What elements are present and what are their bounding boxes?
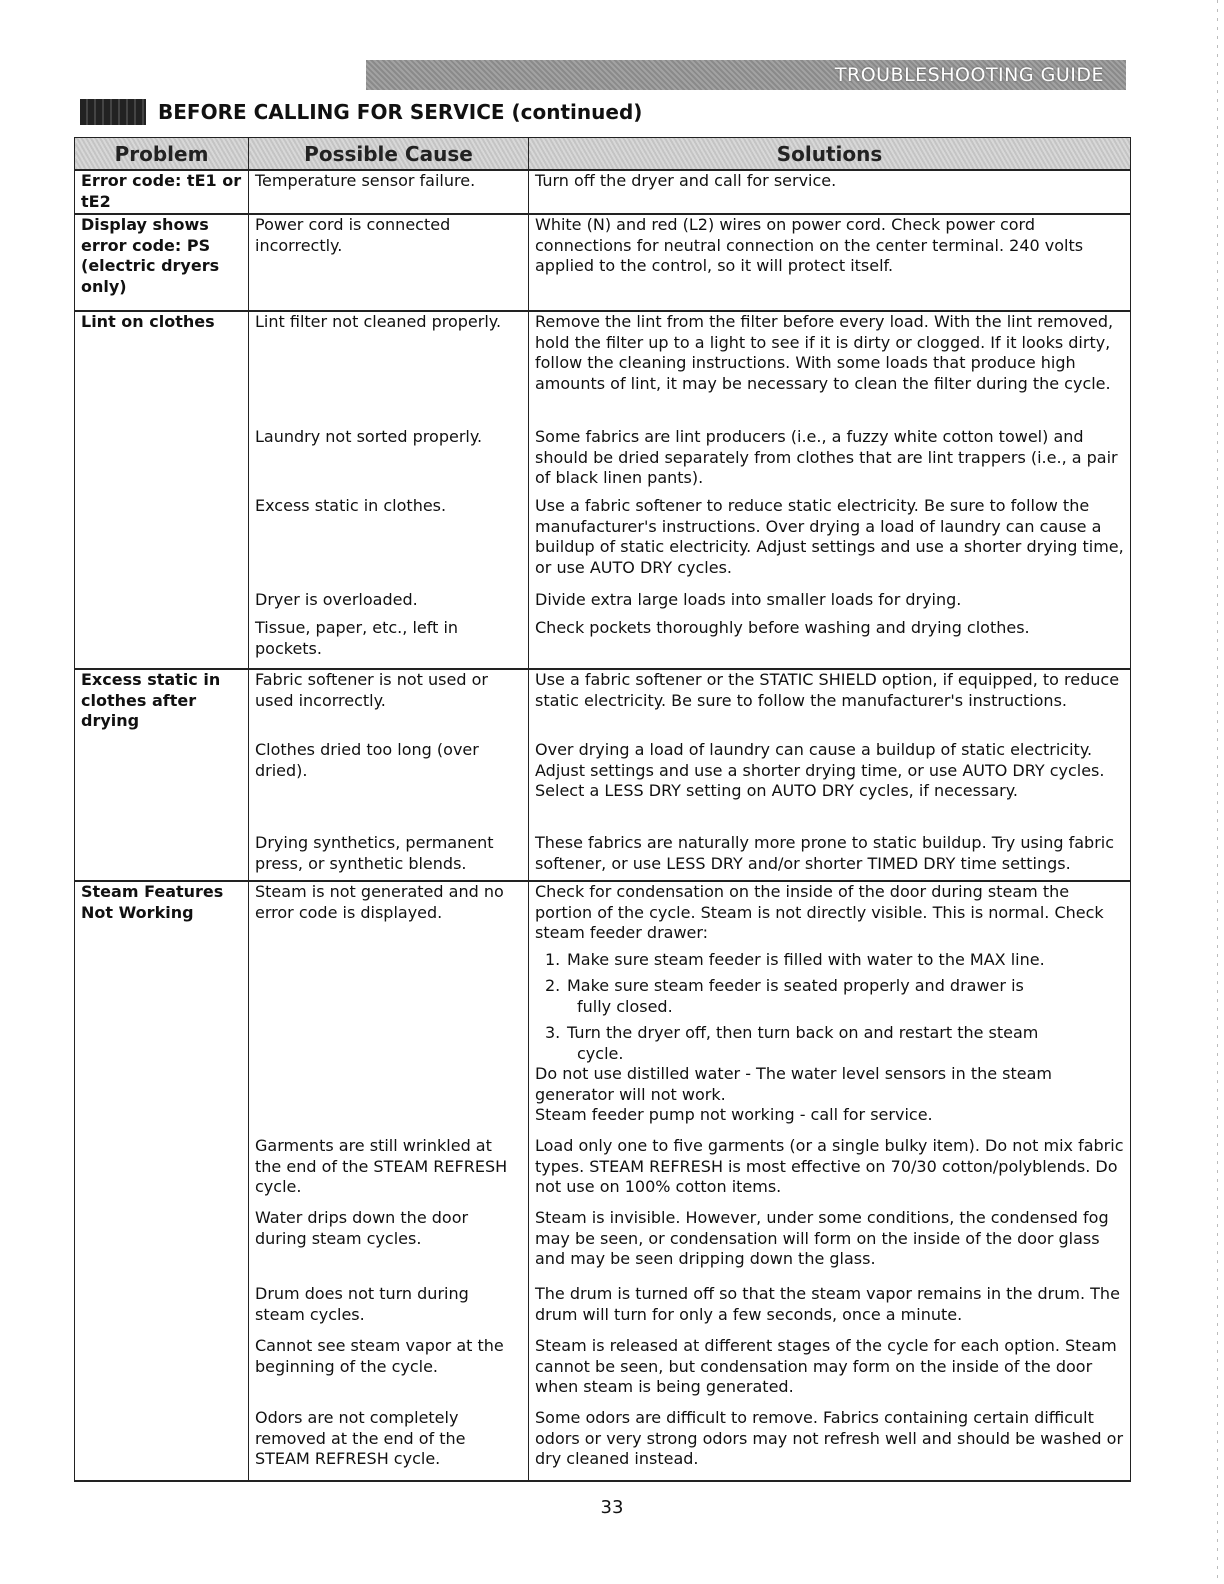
step-text: Make sure steam feeder is seated properly and drawer is <box>567 976 1024 995</box>
solution-cell: The drum is turned off so that the steam vapor remains in the drum. The drum will turn for only a few seconds, once a minute. <box>529 1284 1131 1336</box>
solution-cell: Load only one to five garments (or a single bulky item). Do not mix fabric types. STEAM REFRESH is most effective on 70/30 cotton/polyblends. Do not use on 100% cotton items. <box>529 1136 1131 1208</box>
table-row <box>75 311 1131 427</box>
solution-cell: Turn off the dryer and call for service. <box>529 170 1131 214</box>
table-row <box>75 214 1131 311</box>
step-continuation: fully closed. <box>577 996 673 1016</box>
cause-cell: Garments are still wrinkled at the end of the STEAM REFRESH cycle. <box>249 1136 529 1208</box>
cause-cell: Water drips down the door during steam cycles. <box>249 1208 529 1284</box>
problem-cell <box>75 427 249 496</box>
solution-cell: Steam is released at different stages of the cycle for each option. Steam cannot be seen, but condensation may form on the inside of the door when steam is being generated. <box>529 1336 1131 1408</box>
list-item <box>535 950 1124 971</box>
cause-cell: Tissue, paper, etc., left in pockets. <box>249 618 529 669</box>
step-text: Turn the dryer off, then turn back on and restart the steam <box>567 1023 1039 1042</box>
table-row <box>75 1136 1131 1208</box>
problem-cell <box>75 1208 249 1284</box>
cause-cell: Clothes dried too long (over dried). <box>249 740 529 833</box>
problem-cell: Steam Features Not Working <box>75 881 249 1136</box>
troubleshooting-table <box>74 137 1131 1482</box>
table-row <box>75 170 1131 214</box>
table-row <box>75 669 1131 740</box>
table-row <box>75 740 1131 833</box>
table-row <box>75 427 1131 496</box>
solution-intro: Check for condensation on the inside of the door during steam the portion of the cycle. Steam is not directly visible. This is normal. Check steam feeder drawer: <box>535 882 1104 942</box>
table-header-row <box>75 138 1131 171</box>
header-problem: Problem <box>75 138 249 171</box>
table-row <box>75 1284 1131 1336</box>
cause-cell: Cannot see steam vapor at the beginning of the cycle. <box>249 1336 529 1408</box>
problem-cell: Display shows error code: PS (electric dryers only) <box>75 214 249 311</box>
page-number: 33 <box>600 1497 624 1518</box>
problem-cell <box>75 1408 249 1481</box>
list-item <box>535 1023 1124 1064</box>
step-number: 1. <box>545 949 561 969</box>
solution-cell: Use a fabric softener or the STATIC SHIELD option, if equipped, to reduce static electricity. Be sure to follow the manufacturer's instructions. <box>529 669 1131 740</box>
header-solutions: Solutions <box>529 138 1131 171</box>
solution-cell: Divide extra large loads into smaller loads for drying. <box>529 590 1131 618</box>
table-row <box>75 496 1131 590</box>
cause-cell: Drying synthetics, permanent press, or synthetic blends. <box>249 833 529 881</box>
heading-marker <box>80 99 146 125</box>
solution-cell <box>529 881 1131 1136</box>
cause-cell: Drum does not turn during steam cycles. <box>249 1284 529 1336</box>
solution-cell: White (N) and red (L2) wires on power cord. Check power cord connections for neutral connection on the center terminal. 240 volts applied to the control, so it will protect itself. <box>529 214 1131 311</box>
cause-cell: Temperature sensor failure. <box>249 170 529 214</box>
page-title: BEFORE CALLING FOR SERVICE (continued) <box>158 100 643 124</box>
table-row <box>75 1208 1131 1284</box>
table-row <box>75 1408 1131 1481</box>
problem-cell <box>75 590 249 618</box>
problem-cell <box>75 740 249 833</box>
solution-cell: Steam is invisible. However, under some conditions, the condensed fog may be seen, or condensation will form on the inside of the door glass and may be seen dripping down the glass. <box>529 1208 1131 1284</box>
table-row <box>75 881 1131 1136</box>
solution-note: Steam feeder pump not working - call for service. <box>535 1105 933 1124</box>
table-row <box>75 590 1131 618</box>
table-row <box>75 1336 1131 1408</box>
solution-cell: Over drying a load of laundry can cause a buildup of static electricity. Adjust settings and use a shorter drying time, or use AUTO DRY cycles. Select a LESS DRY setting on AUTO DRY cycles, if necessary. <box>529 740 1131 833</box>
step-text: Make sure steam feeder is filled with water to the MAX line. <box>567 949 1045 969</box>
page-edge <box>1217 0 1218 1584</box>
problem-cell <box>75 833 249 881</box>
cause-cell: Odors are not completely removed at the end of the STEAM REFRESH cycle. <box>249 1408 529 1481</box>
solution-cell: These fabrics are naturally more prone to static buildup. Try using fabric softener, or use LESS DRY and/or shorter TIMED DRY time settings. <box>529 833 1131 881</box>
table-row <box>75 618 1131 669</box>
solution-cell: Remove the lint from the filter before every load. With the lint removed, hold the filter up to a light to see if it is dirty or clogged. If it looks dirty, follow the cleaning instructions. With some loads that produce high amounts of lint, it may be necessary to clean the filter during the cycle. <box>529 311 1131 427</box>
problem-cell: Error code: tE1 or tE2 <box>75 170 249 214</box>
solution-cell: Some fabrics are lint producers (i.e., a fuzzy white cotton towel) and should be dried separately from clothes that are lint trappers (i.e., a pair of black linen pants). <box>529 427 1131 496</box>
problem-cell: Lint on clothes <box>75 311 249 427</box>
problem-cell <box>75 1284 249 1336</box>
step-number: 2. <box>545 976 561 995</box>
problem-cell <box>75 1336 249 1408</box>
section-heading <box>80 99 642 125</box>
step-number: 3. <box>545 1023 561 1042</box>
cause-cell: Excess static in clothes. <box>249 496 529 590</box>
header-possible-cause: Possible Cause <box>249 138 529 171</box>
problem-cell <box>75 496 249 590</box>
cause-cell: Lint filter not cleaned properly. <box>249 311 529 427</box>
cause-cell: Dryer is overloaded. <box>249 590 529 618</box>
step-continuation: cycle. <box>577 1043 624 1063</box>
problem-cell: Excess static in clothes after drying <box>75 669 249 740</box>
cause-cell: Steam is not generated and no error code is displayed. <box>249 881 529 1136</box>
solution-cell: Use a fabric softener to reduce static electricity. Be sure to follow the manufacturer's instructions. Over drying a load of laundry can cause a buildup of static electricity. Adjust settings and use a shorter drying time, or use AUTO DRY cycles. <box>529 496 1131 590</box>
list-item <box>535 976 1124 1017</box>
solution-cell: Some odors are difficult to remove. Fabrics containing certain difficult odors or very strong odors may not refresh well and should be washed or dry cleaned instead. <box>529 1408 1131 1481</box>
solution-note: Do not use distilled water - The water level sensors in the steam generator will not work. <box>535 1064 1053 1104</box>
cause-cell: Fabric softener is not used or used incorrectly. <box>249 669 529 740</box>
problem-cell <box>75 1136 249 1208</box>
solution-cell: Check pockets thoroughly before washing and drying clothes. <box>529 618 1131 669</box>
cause-cell: Laundry not sorted properly. <box>249 427 529 496</box>
section-banner: TROUBLESHOOTING GUIDE <box>366 60 1126 90</box>
table-row <box>75 833 1131 881</box>
problem-cell <box>75 618 249 669</box>
cause-cell: Power cord is connected incorrectly. <box>249 214 529 311</box>
